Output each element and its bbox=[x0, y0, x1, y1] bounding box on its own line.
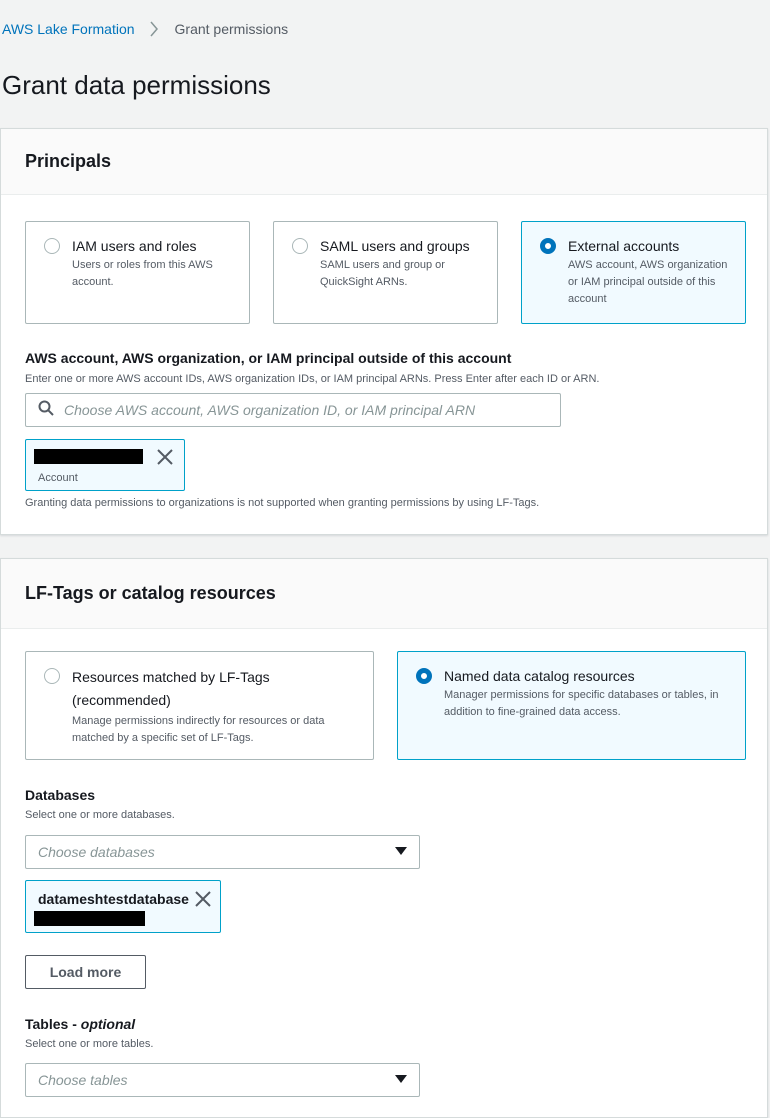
external-accounts-radio[interactable] bbox=[540, 238, 556, 254]
tables-desc: Select one or more tables. bbox=[25, 1038, 154, 1050]
saml-users-groups-title: SAML users and groups bbox=[320, 238, 470, 254]
account-token-type: Account bbox=[38, 472, 78, 484]
breadcrumb-lake-formation-link[interactable]: AWS Lake Formation bbox=[2, 21, 135, 37]
load-more-button[interactable]: Load more bbox=[25, 955, 146, 989]
redacted-database-detail bbox=[34, 911, 145, 926]
principals-heading: Principals bbox=[25, 151, 112, 171]
resources-panel bbox=[0, 558, 768, 1118]
database-token bbox=[25, 880, 221, 933]
named-catalog-resources-title: Named data catalog resources bbox=[444, 668, 635, 684]
account-token bbox=[25, 439, 185, 491]
caret-down-icon bbox=[395, 1071, 407, 1089]
tables-label: Tables - optional bbox=[25, 1016, 136, 1032]
databases-placeholder: Choose databases bbox=[38, 844, 155, 860]
principal-field-label: AWS account, AWS organization, or IAM principal outside of this account bbox=[25, 350, 512, 366]
lf-tags-desc: Manage permissions indirectly for resources or data matched by a specific set of LF-Tags. bbox=[72, 715, 325, 744]
iam-users-roles-radio[interactable] bbox=[44, 238, 60, 254]
saml-users-groups-desc: SAML users and group or QuickSight ARNs. bbox=[320, 259, 445, 288]
named-catalog-resources-radio[interactable] bbox=[416, 668, 432, 684]
tables-label-text: Tables bbox=[25, 1016, 69, 1032]
resources-heading: LF-Tags or catalog resources bbox=[25, 583, 276, 603]
breadcrumb-current: Grant permissions bbox=[174, 21, 289, 37]
lf-tags-option[interactable] bbox=[25, 651, 374, 760]
breadcrumb bbox=[2, 20, 288, 38]
database-token-name: datameshtestdatabase bbox=[38, 891, 189, 907]
iam-users-roles-option[interactable] bbox=[25, 221, 250, 324]
principals-panel bbox=[0, 128, 768, 535]
tables-placeholder: Choose tables bbox=[38, 1072, 128, 1088]
principal-field-desc: Enter one or more AWS account IDs, AWS organization IDs, or IAM principal ARNs. Press Enter after each ID or ARN. bbox=[25, 373, 600, 385]
organizations-note: Granting data permissions to organizations is not supported when granting permissions by using LF-Tags. bbox=[25, 497, 540, 509]
caret-down-icon bbox=[395, 843, 407, 861]
external-accounts-option[interactable] bbox=[521, 221, 746, 324]
principal-search-input[interactable] bbox=[62, 401, 560, 419]
principals-header bbox=[1, 129, 767, 195]
chevron-right-icon bbox=[149, 20, 163, 38]
principal-search[interactable] bbox=[25, 393, 561, 427]
external-accounts-desc: AWS account, AWS organization or IAM principal outside of this account bbox=[568, 259, 728, 305]
search-icon bbox=[38, 400, 54, 421]
databases-label: Databases bbox=[25, 787, 96, 803]
page-title: Grant data permissions bbox=[2, 70, 271, 100]
external-accounts-title: External accounts bbox=[568, 238, 680, 254]
named-catalog-resources-desc: Manager permissions for specific databases or tables, in addition to fine-grained data access. bbox=[444, 689, 719, 718]
lf-tags-title: Resources matched by LF-Tags (recommended) bbox=[72, 669, 270, 708]
saml-users-groups-option[interactable] bbox=[273, 221, 498, 324]
resources-header bbox=[1, 559, 767, 629]
iam-users-roles-title: IAM users and roles bbox=[72, 238, 197, 254]
lf-tags-radio[interactable] bbox=[44, 668, 60, 684]
remove-account-token-icon[interactable] bbox=[156, 448, 174, 471]
databases-desc: Select one or more databases. bbox=[25, 809, 175, 821]
remove-database-token-icon[interactable] bbox=[194, 890, 212, 913]
named-catalog-resources-option[interactable] bbox=[397, 651, 746, 760]
redacted-account-id bbox=[34, 449, 143, 464]
saml-users-groups-radio[interactable] bbox=[292, 238, 308, 254]
tables-optional: optional bbox=[80, 1016, 136, 1032]
databases-select[interactable] bbox=[25, 835, 420, 869]
tables-select[interactable] bbox=[25, 1063, 420, 1097]
iam-users-roles-desc: Users or roles from this AWS account. bbox=[72, 259, 213, 288]
